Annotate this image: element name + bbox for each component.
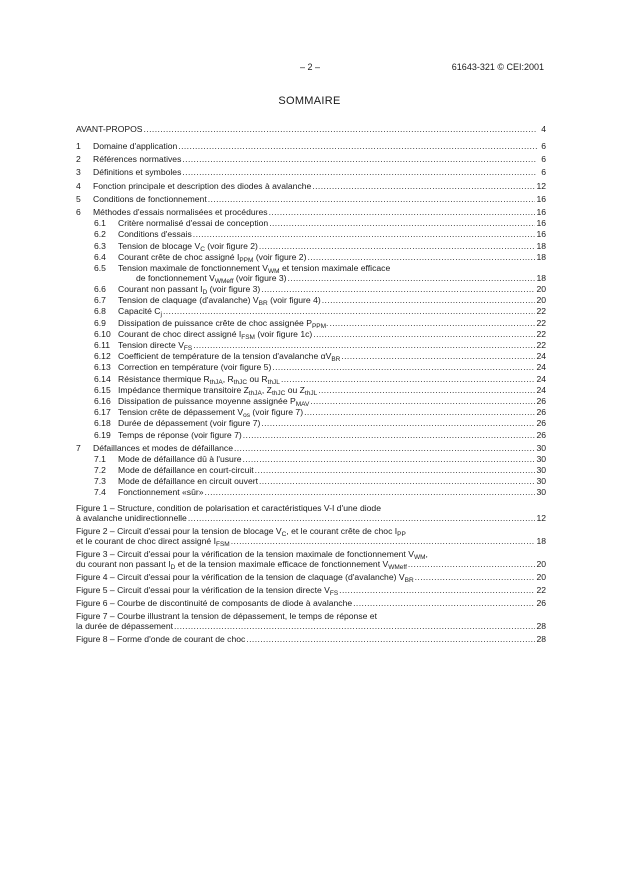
section-title: [118, 295, 321, 308]
figure-entry-line: [76, 598, 546, 608]
toc-entry-6-19: [76, 430, 546, 440]
section-number: 6.4: [94, 251, 106, 262]
section-title: [118, 430, 242, 440]
toc-entry-7-3: [76, 476, 546, 486]
section-title: [118, 362, 271, 372]
leader-dots: [269, 218, 535, 228]
section-title: [118, 229, 192, 239]
text-segment: (voir figure 3): [233, 272, 287, 283]
text-segment: Figure 6 – Courbe de discontinuité de composants de diode à avalanche: [76, 598, 353, 609]
subscript: FS: [329, 590, 339, 598]
section-number: 6.7: [94, 295, 106, 306]
text-segment: Correction en température (voir figure 5): [118, 362, 272, 373]
section-title: [93, 141, 177, 151]
section-title: [118, 218, 268, 228]
subscript: WMeff: [388, 564, 407, 572]
toc-entry-7-1: [76, 454, 546, 464]
subscript: FS: [183, 345, 193, 352]
figure-entry-first-line: [76, 503, 546, 513]
toc-entry-6-10: [76, 329, 546, 339]
section-number: 6.8: [94, 306, 106, 317]
section-number: 6.19: [94, 429, 111, 440]
text-segment: ou Z: [285, 384, 305, 395]
subscript: BR: [404, 577, 414, 585]
text-segment: la durée de dépassement: [76, 621, 173, 632]
section-title: [118, 329, 312, 339]
text-segment: Figure 8 – Forme d'onde de courant de choc: [76, 634, 246, 645]
page-ref: 22: [536, 328, 546, 339]
leader-dots: [255, 465, 536, 475]
section-title: [118, 454, 241, 464]
toc-entry-4: [76, 181, 546, 191]
page-ref: 16: [536, 193, 546, 204]
page-title: SOMMAIRE: [278, 95, 341, 107]
page-ref: 18: [536, 536, 546, 547]
section-title: [118, 476, 258, 486]
toc-entry-6-17: [76, 407, 546, 420]
subscript: C: [281, 531, 287, 539]
section-title: [118, 284, 261, 297]
leader-dots: [234, 443, 535, 453]
text-segment: Courant crête de choc assigné I: [118, 251, 240, 262]
page-ref: 20: [536, 559, 546, 570]
page-ref: 22: [536, 340, 546, 350]
figure-caption-continued: [76, 621, 173, 631]
page-ref: 24: [536, 373, 546, 384]
page-ref: 6: [541, 141, 546, 151]
figure-caption: [76, 572, 414, 585]
figure-entry-5: [76, 585, 546, 598]
figure-caption: [76, 598, 352, 608]
section-title: [118, 306, 162, 319]
toc-entry-6-15: [76, 385, 546, 395]
page-ref: 26: [536, 395, 546, 406]
leader-dots: [261, 418, 535, 428]
page-ref: 20: [536, 572, 546, 583]
subscript: C: [200, 245, 205, 253]
section-number: 6.6: [94, 284, 106, 295]
text-segment: Figure 5 – Circuit d'essai pour la vérification de la tension directe V: [76, 585, 330, 596]
toc-entry-6-4: [76, 252, 546, 262]
text-segment: (voir figure 2): [253, 251, 307, 262]
page-ref: 26: [536, 407, 546, 418]
section-number: 6.9: [94, 317, 106, 328]
leader-dots: [310, 396, 535, 406]
leader-dots: [231, 536, 536, 546]
page-ref: 30: [536, 476, 546, 487]
page-ref: 30: [536, 453, 546, 464]
figure-caption-continued: [76, 536, 230, 549]
toc-entry-6-9: [76, 318, 546, 328]
text-segment: .: [326, 317, 329, 328]
text-segment: et tension maximale efficace: [279, 262, 391, 273]
text-segment: Méthodes d'essais normalisées et procédures: [93, 206, 268, 217]
text-segment: , R: [222, 373, 234, 384]
page-ref: 28: [536, 621, 546, 632]
toc-entry-6-13: [76, 362, 546, 372]
leader-dots: [312, 181, 535, 191]
section-number: 6.14: [94, 373, 111, 384]
page-ref: 20: [536, 284, 546, 295]
figure-entry-second-line: [76, 559, 546, 572]
text-segment: Mode de défaillance en circuit ouvert: [118, 476, 258, 487]
text-segment: Résistance thermique R: [118, 373, 210, 384]
text-segment: ou R: [247, 373, 268, 384]
figure-entry-second-line: [76, 513, 546, 523]
subscript: os: [243, 412, 251, 420]
figure-caption: [76, 611, 377, 621]
text-segment: Fonction principale et description des diodes à avalanche: [93, 180, 312, 191]
leader-dots: [259, 241, 536, 251]
leader-dots: [288, 273, 536, 283]
text-segment: ,: [425, 549, 428, 560]
text-segment: Définitions et symboles: [93, 167, 182, 178]
page-ref: 20: [536, 295, 546, 306]
page-ref: 12: [536, 180, 546, 191]
leader-dots: [243, 430, 536, 440]
toc-entry-foreword: [76, 124, 546, 134]
figure-entry-7: [76, 611, 546, 631]
page-ref: 26: [536, 418, 546, 429]
page-ref: 6: [541, 154, 546, 165]
leader-dots: [318, 385, 535, 395]
figure-caption: [76, 634, 245, 644]
figure-caption: [76, 526, 406, 539]
subscript: WM: [413, 554, 426, 562]
page-ref: 24: [536, 362, 546, 373]
section-title: [93, 207, 268, 217]
leader-dots: [353, 598, 535, 608]
section-number: 7.3: [94, 476, 106, 487]
page-ref: 24: [536, 384, 546, 395]
section-number: 1: [76, 141, 81, 151]
section-title: [76, 124, 143, 134]
text-segment: Figure 2 – Circuit d'essai pour la tension de blocage V: [76, 526, 282, 537]
section-number: 7: [76, 442, 81, 453]
section-number: 6.1: [94, 218, 106, 229]
section-title: [93, 154, 181, 164]
section-number: 6.18: [94, 418, 111, 429]
subscript: thJL: [267, 378, 280, 386]
text-segment: Dissipation de puissance crête de choc assignée P: [118, 317, 312, 328]
subscript: D: [202, 289, 208, 297]
leader-dots: [246, 634, 535, 644]
figure-entry-second-line: [76, 621, 546, 631]
page-ref: 16: [536, 218, 546, 229]
section-title: [118, 263, 390, 273]
leader-dots: [174, 621, 535, 631]
leader-dots: [281, 374, 536, 384]
text-segment: Figure 4 – Circuit d'essai pour la vérification de la tension de claquage (d'avalanche) V: [76, 572, 405, 583]
text-segment: Mode de défaillance en court-circuit: [118, 465, 254, 476]
leader-dots: [205, 487, 536, 497]
text-segment: Tension crête de dépassement V: [118, 407, 244, 418]
text-segment: Courant non passant I: [118, 284, 203, 295]
toc-entry-6-18: [76, 418, 546, 428]
section-title: [118, 340, 192, 350]
leader-dots: [144, 124, 537, 134]
table-of-contents: [76, 124, 546, 644]
figure-entry-2: [76, 526, 546, 549]
section-number: 7.1: [94, 453, 106, 464]
section-number: 6: [76, 206, 81, 217]
section-number: 6.10: [94, 328, 111, 339]
toc-entry-6-5: [76, 263, 546, 283]
leader-dots: [178, 141, 537, 151]
section-number: 6.13: [94, 362, 111, 373]
figure-caption: [76, 549, 428, 562]
text-segment: (voir figure 1c): [254, 328, 313, 339]
figure-caption-continued: [76, 513, 187, 523]
toc-entry-1: [76, 141, 546, 151]
toc-entry-6-7: [76, 295, 546, 308]
text-segment: Impédance thermique transitoire Z: [118, 384, 249, 395]
figure-entry-3: [76, 549, 546, 572]
page-ref: 18: [536, 240, 546, 251]
text-segment: de fonctionnement V: [136, 272, 215, 283]
leader-dots: [339, 585, 535, 595]
text-segment: Figure 3 – Circuit d'essai pour la vérification de la tension maximale de fonctionnement V: [76, 549, 414, 560]
subscript: thJA: [209, 378, 223, 386]
page-ref: 4: [541, 124, 546, 134]
text-segment: Tension maximale de fonctionnement V: [118, 262, 268, 273]
figure-entry-4: [76, 572, 546, 585]
text-segment: (voir figure 3): [207, 284, 261, 295]
page-ref: 6: [541, 167, 546, 178]
subscript: FSM: [215, 541, 230, 549]
subscript: PP: [397, 531, 406, 539]
toc-entry-6: [76, 207, 546, 217]
leader-dots: [188, 513, 536, 523]
text-segment: Défaillances et modes de défaillance: [93, 442, 233, 453]
section-number: 6.3: [94, 240, 106, 251]
leader-dots: [415, 572, 536, 582]
page-ref: 28: [536, 634, 546, 645]
toc-entry-3: [76, 167, 546, 177]
toc-entry-2: [76, 154, 546, 164]
section-title: [118, 487, 204, 497]
page-ref: 26: [536, 598, 546, 609]
figure-entry-first-line: [76, 526, 546, 539]
section-number: 6.12: [94, 351, 111, 362]
toc-entry-6-1: [76, 218, 546, 228]
figure-entry-6: [76, 598, 546, 608]
leader-dots: [182, 167, 537, 177]
section-title: [118, 374, 280, 384]
toc-entry-second-line: [94, 273, 546, 283]
subscript: MAV: [295, 400, 310, 408]
figure-entry-line: [76, 585, 546, 598]
section-title: [118, 418, 260, 428]
leader-dots: [269, 207, 536, 217]
leader-dots: [160, 306, 535, 319]
section-title: [93, 194, 207, 204]
page-number: – 2 –: [299, 62, 321, 72]
section-number: 7.4: [94, 487, 106, 498]
figure-entry-1: [76, 503, 546, 523]
text-segment: Temps de réponse (voir figure 7): [118, 429, 242, 440]
page-ref: 22: [536, 306, 546, 317]
section-number: 5: [76, 193, 81, 204]
section-number: 6.15: [94, 384, 111, 395]
toc-entry-7: [76, 443, 546, 453]
text-segment: et le courant de choc direct assigné I: [76, 536, 216, 547]
leader-dots: [182, 154, 537, 164]
text-segment: à avalanche unidirectionnelle: [76, 513, 187, 524]
leader-dots: [304, 407, 535, 417]
text-segment: (voir figure 2): [204, 240, 258, 251]
text-segment: Figure 7 – Courbe illustrant la tension de dépassement, le temps de réponse et: [76, 611, 377, 622]
page-ref: 30: [536, 487, 546, 498]
section-title: [118, 396, 309, 406]
subscript: thJC: [271, 389, 286, 397]
subscript: PPM: [311, 322, 327, 330]
page-ref: 24: [536, 351, 546, 362]
toc-entry-6-2: [76, 229, 546, 239]
text-segment: Conditions d'essais: [118, 229, 192, 240]
section-title: [118, 318, 328, 328]
section-number: 6.16: [94, 395, 111, 406]
subscript: j: [160, 311, 162, 319]
text-segment: , Z: [261, 384, 272, 395]
document-reference: 61643-321 © CEI:2001: [451, 62, 544, 72]
toc-entry-6-3: [76, 241, 546, 251]
text-segment: du courant non passant I: [76, 559, 171, 570]
text-segment: , et le courant crête de choc I: [286, 526, 398, 537]
figure-caption: [76, 585, 339, 598]
section-number: 2: [76, 154, 81, 165]
text-segment: Capacité C: [118, 306, 161, 317]
section-number: 6.2: [94, 229, 106, 240]
leader-dots: [322, 295, 536, 305]
section-number: 7.2: [94, 465, 106, 476]
figure-entry-second-line: [76, 536, 546, 549]
toc-entry-7-2: [76, 465, 546, 475]
section-title: [118, 351, 341, 364]
section-number: 3: [76, 167, 81, 178]
subscript: WMeff: [214, 277, 234, 285]
figure-entry-8: [76, 634, 546, 644]
section-title: [118, 385, 317, 395]
subscript: WM: [268, 267, 280, 275]
leader-dots: [272, 362, 535, 372]
toc-entry-6-6: [76, 284, 546, 297]
section-title: [118, 465, 254, 475]
subscript: thJC: [233, 378, 248, 386]
page-ref: 12: [536, 513, 546, 524]
subscript: BR: [258, 300, 268, 308]
text-segment: Mode de défaillance dû à l'usure: [118, 453, 242, 464]
figure-entry-line: [76, 634, 546, 644]
subscript: FSM: [241, 333, 255, 341]
text-segment: Durée de dépassement (voir figure 7): [118, 418, 261, 429]
toc-entry-first-line: [94, 263, 546, 273]
leader-dots: [329, 318, 535, 328]
toc-entry-5: [76, 194, 546, 204]
section-number: 4: [76, 180, 81, 191]
page-ref: 26: [536, 429, 546, 440]
subscript: thJA: [248, 389, 262, 397]
leader-dots: [259, 476, 535, 486]
text-segment: Domaine d'application: [93, 141, 178, 151]
page-ref: 30: [536, 465, 546, 476]
text-segment: Tension de blocage V: [118, 240, 201, 251]
subscript: BR: [331, 356, 341, 364]
text-segment: Conditions de fonctionnement: [93, 193, 207, 204]
subscript: PPM: [239, 256, 254, 264]
figure-entry-line: [76, 572, 546, 585]
section-title: [93, 167, 181, 177]
leader-dots: [408, 559, 536, 569]
toc-entry-6-11: [76, 340, 546, 350]
text-segment: Critère normalisé d'essai de conception: [118, 218, 269, 229]
figure-caption-continued: [76, 559, 407, 572]
text-segment: Fonctionnement «sûr»: [118, 487, 204, 498]
leader-dots: [313, 329, 535, 339]
text-segment: (voir figure 7): [250, 407, 304, 418]
text-segment: Dissipation de puissance moyenne assignée P: [118, 395, 296, 406]
figure-entry-first-line: [76, 549, 546, 562]
leader-dots: [261, 284, 535, 294]
section-title-continued: [136, 273, 287, 283]
text-segment: Figure 1 – Structure, condition de polarisation et caractéristiques V-I d'une diode: [76, 503, 381, 514]
page-ref: 16: [536, 229, 546, 240]
section-number: 6.17: [94, 407, 111, 418]
leader-dots: [193, 229, 536, 239]
figure-entry-first-line: [76, 611, 546, 621]
section-title: [118, 407, 304, 420]
section-title: [93, 443, 233, 453]
section-title: [118, 252, 306, 262]
toc-entry-6-8: [76, 306, 546, 319]
toc-entry-6-16: [76, 396, 546, 406]
section-number: 6.5: [94, 262, 106, 273]
page-ref: 16: [536, 206, 546, 217]
text-segment: AVANT-PROPOS: [76, 124, 143, 134]
section-title: [118, 241, 258, 251]
subscript: thJL: [304, 389, 318, 397]
toc-entry-6-14: [76, 374, 546, 384]
leader-dots: [208, 194, 536, 204]
leader-dots: [341, 351, 535, 361]
text-segment: (voir figure 4): [267, 295, 321, 306]
page-ref: 18: [536, 272, 546, 283]
leader-dots: [242, 454, 535, 464]
leader-dots: [307, 252, 535, 262]
section-number: 6.11: [94, 340, 111, 350]
text-segment: Tension directe V: [118, 340, 184, 350]
section-title: [93, 181, 311, 191]
toc-entry-7-4: [76, 487, 546, 497]
text-segment: Tension de claquage (d'avalanche) V: [118, 295, 259, 306]
leader-dots: [193, 340, 535, 350]
page-ref: 30: [536, 442, 546, 453]
text-segment: Références normatives: [93, 154, 182, 165]
figure-caption: [76, 503, 381, 513]
text-segment: Coefficient de température de la tension d'avalanche αV: [118, 351, 332, 362]
page-ref: 18: [536, 251, 546, 262]
toc-entry-6-12: [76, 351, 546, 364]
page-ref: 22: [536, 317, 546, 328]
subscript: D: [170, 564, 176, 572]
text-segment: Courant de choc direct assigné I: [118, 328, 242, 339]
text-segment: et de la tension maximale efficace de fonctionnement V: [175, 559, 389, 570]
page-ref: 22: [536, 585, 546, 596]
